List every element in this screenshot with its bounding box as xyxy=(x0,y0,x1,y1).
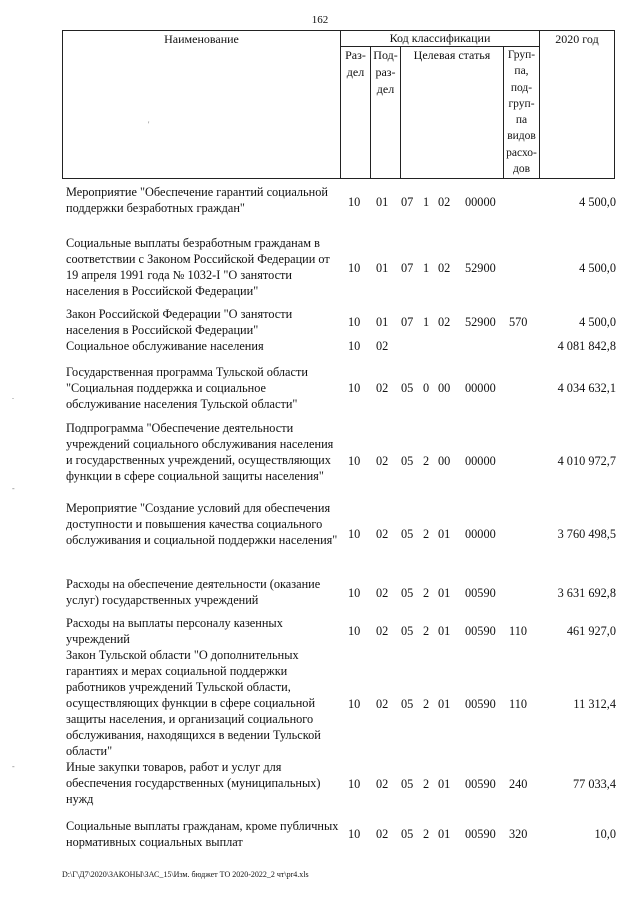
row-podrazdel: 02 xyxy=(376,827,389,841)
row-target-subprogram: 2 xyxy=(423,827,430,841)
row-target-program: 05 xyxy=(401,777,414,791)
row-target-subprogram: 2 xyxy=(423,586,430,600)
row-amount: 461 927,0 xyxy=(566,624,616,638)
header-year: 2020 год xyxy=(555,32,599,46)
row-target-direction: 52900 xyxy=(465,315,496,329)
row-expense-type: 240 xyxy=(509,777,528,791)
row-podrazdel: 02 xyxy=(376,527,389,541)
row-amount: 4 500,0 xyxy=(579,195,616,209)
row-name: Расходы на выплаты персоналу казенных учреждений xyxy=(66,616,283,646)
row-target-program: 05 xyxy=(401,454,414,468)
row-target-program: 05 xyxy=(401,527,414,541)
table-row xyxy=(0,500,640,564)
table-row xyxy=(0,235,640,299)
row-target-direction: 52900 xyxy=(465,261,496,275)
row-razdel: 10 xyxy=(348,261,361,275)
row-podrazdel: 02 xyxy=(376,586,389,600)
table-row xyxy=(0,420,640,500)
row-target-subprogram: 2 xyxy=(423,777,430,791)
scan-mark: . xyxy=(12,392,14,401)
row-name: Государственная программа Тульской области "Социальная поддержка и социальное обслуживание населения Тульской области" xyxy=(66,365,308,411)
row-target-direction: 00590 xyxy=(465,697,496,711)
row-name: Закон Российской Федерации "О занятости населения в Российской Федерации" xyxy=(66,307,293,337)
row-amount: 10,0 xyxy=(594,827,616,841)
row-target-event: 02 xyxy=(438,195,451,209)
row-target-program: 05 xyxy=(401,381,414,395)
row-target-program: 05 xyxy=(401,697,414,711)
row-razdel: 10 xyxy=(348,381,361,395)
table-row xyxy=(0,615,640,647)
row-name: Закон Тульской области "О дополнительных гарантиях и мерах социальной поддержки работников учреждений Тульской области, осуществляющих функции в сфере социальной защиты населения, и организаций социального обслуживания, находящихся в ведении Тульской области" xyxy=(66,648,321,758)
row-target-event: 01 xyxy=(438,586,451,600)
row-target-program: 05 xyxy=(401,586,414,600)
table-row xyxy=(0,759,640,807)
row-razdel: 10 xyxy=(348,697,361,711)
row-target-subprogram: 1 xyxy=(423,315,430,329)
row-target-direction: 00590 xyxy=(465,777,496,791)
row-target-direction: 00590 xyxy=(465,624,496,638)
header-classification: Код классификации xyxy=(389,31,491,45)
table-row xyxy=(0,818,640,850)
row-target-direction: 00590 xyxy=(465,827,496,841)
row-podrazdel: 02 xyxy=(376,697,389,711)
row-amount: 11 312,4 xyxy=(573,697,616,711)
row-name: Социальные выплаты гражданам, кроме публичных нормативных социальных выплат xyxy=(66,819,339,849)
row-target-program: 07 xyxy=(401,261,414,275)
row-amount: 3 760 498,5 xyxy=(557,527,616,541)
row-target-direction: 00000 xyxy=(465,381,496,395)
row-target-subprogram: 2 xyxy=(423,624,430,638)
header-divider-subsection xyxy=(400,46,401,178)
row-name: Расходы на обеспечение деятельности (оказание услуг) государственных учреждений xyxy=(66,577,321,607)
header-name: Наименование xyxy=(164,32,239,46)
row-target-subprogram: 0 xyxy=(423,381,430,395)
row-target-program: 07 xyxy=(401,315,414,329)
table-row xyxy=(0,306,640,338)
row-razdel: 10 xyxy=(348,624,361,638)
row-target-direction: 00000 xyxy=(465,527,496,541)
row-razdel: 10 xyxy=(348,454,361,468)
row-name: Иные закупки товаров, работ и услуг для обеспечения государственных (муниципальных) нужд xyxy=(66,760,321,806)
table-row xyxy=(0,338,640,354)
row-amount: 77 033,4 xyxy=(572,777,616,791)
row-target-direction: 00000 xyxy=(465,454,496,468)
row-target-event: 01 xyxy=(438,777,451,791)
row-target-event: 01 xyxy=(438,624,451,638)
table-row xyxy=(0,647,640,759)
row-target-subprogram: 1 xyxy=(423,195,430,209)
row-target-event: 01 xyxy=(438,697,451,711)
row-target-event: 02 xyxy=(438,261,451,275)
row-expense-type: 110 xyxy=(509,697,527,711)
row-razdel: 10 xyxy=(348,586,361,600)
header-divider-year xyxy=(539,30,540,178)
row-razdel: 10 xyxy=(348,339,361,353)
row-amount: 4 010 972,7 xyxy=(557,454,616,468)
row-target-program: 05 xyxy=(401,624,414,638)
row-target-subprogram: 2 xyxy=(423,697,430,711)
scan-mark: ' xyxy=(148,120,150,129)
row-podrazdel: 02 xyxy=(376,777,389,791)
row-target-event: 00 xyxy=(438,454,451,468)
row-amount: 4 081 842,8 xyxy=(557,339,616,353)
table-row xyxy=(0,184,640,218)
row-target-subprogram: 2 xyxy=(423,454,430,468)
row-target-subprogram: 1 xyxy=(423,261,430,275)
row-podrazdel: 02 xyxy=(376,624,389,638)
row-target-event: 01 xyxy=(438,827,451,841)
row-razdel: 10 xyxy=(348,315,361,329)
row-target-direction: 00590 xyxy=(465,586,496,600)
header-left-border xyxy=(62,30,63,178)
row-razdel: 10 xyxy=(348,827,361,841)
header-target-item: Целевая статья xyxy=(413,48,491,62)
row-razdel: 10 xyxy=(348,195,361,209)
row-razdel: 10 xyxy=(348,527,361,541)
row-name: Социальное обслуживание населения xyxy=(66,339,264,353)
row-podrazdel: 02 xyxy=(376,381,389,395)
table-row xyxy=(0,364,640,412)
row-podrazdel: 02 xyxy=(376,454,389,468)
row-target-event: 02 xyxy=(438,315,451,329)
row-razdel: 10 xyxy=(348,777,361,791)
row-podrazdel: 01 xyxy=(376,195,389,209)
row-expense-type: 320 xyxy=(509,827,528,841)
row-expense-type: 110 xyxy=(509,624,527,638)
scan-mark: - xyxy=(12,484,15,493)
row-podrazdel: 01 xyxy=(376,315,389,329)
row-amount: 3 631 692,8 xyxy=(557,586,616,600)
table-row xyxy=(0,576,640,608)
row-name: Мероприятие "Обеспечение гарантий социальной поддержки безработных граждан" xyxy=(66,185,328,215)
row-amount: 4 500,0 xyxy=(579,261,616,275)
row-amount: 4 034 632,1 xyxy=(557,381,616,395)
header-right-border xyxy=(614,30,615,178)
row-target-program: 05 xyxy=(401,827,414,841)
file-path-footer: D:\Г\Д7\2020\ЗАКОНЫ\ЗАС_15\Изм. бюджет ТО 2020-2022_2 чт\pr4.xls xyxy=(62,870,309,879)
row-podrazdel: 01 xyxy=(376,261,389,275)
header-bottom-border xyxy=(62,178,615,179)
row-expense-type: 570 xyxy=(509,315,528,329)
row-name: Социальные выплаты безработным гражданам в соответствии с Законом Российской Федерации от 19 апреля 1991 года № 1032-I "О занятости населения в Российской Федерации" xyxy=(66,236,330,298)
scan-mark: - xyxy=(12,762,15,771)
header-section: Раз- дел xyxy=(345,48,366,79)
row-target-program: 07 xyxy=(401,195,414,209)
row-amount: 4 500,0 xyxy=(579,315,616,329)
row-target-event: 00 xyxy=(438,381,451,395)
row-target-subprogram: 2 xyxy=(423,527,430,541)
page-number: 162 xyxy=(311,14,329,26)
row-podrazdel: 02 xyxy=(376,339,389,353)
header-expense-group: Груп- па, под- груп- па видов расхо- дов xyxy=(506,49,537,176)
row-target-direction: 00000 xyxy=(465,195,496,209)
row-name: Подпрограмма "Обеспечение деятельности учреждений социального обслуживания населения и государственных учреждений, осуществляющих функции в сфере социальной защиты населения" xyxy=(66,421,334,483)
row-target-event: 01 xyxy=(438,527,451,541)
header-subsection: Под- раз- дел xyxy=(373,48,398,96)
row-name: Мероприятие "Создание условий для обеспечения доступности и повышения качества социального обслуживания и социальной поддержки населения" xyxy=(66,501,338,547)
